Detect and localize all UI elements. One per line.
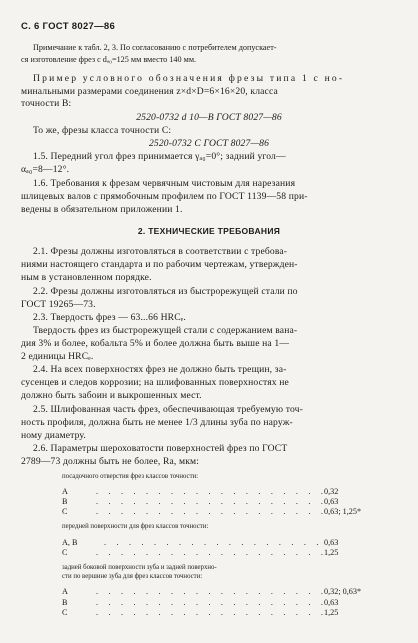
leader-dots: . . . . . . . . . . . . . . . . . . . [96, 598, 328, 607]
clause-2-4-line-1: 2.4. На всех поверхностях фрез не должно быть трещин, за- [33, 364, 287, 375]
list-3-label-b: B [62, 598, 68, 607]
clause-1-6-line-1: 1.6. Требования к фрезам червячным чистовым для нарезания [33, 178, 296, 189]
clause-2-6-line-2: 2789—73 должны быть не более, Ra, мкм: [21, 456, 200, 467]
list-2-value-ab: 0,63 [324, 538, 339, 547]
list-2-label-ab: A, B [62, 538, 78, 547]
clause-1-5-line-1: 1.5. Передний угол фрез принимается γₐ₀=0°; задний угол— [33, 151, 286, 162]
clause-2-5-line-3: ному диаметру. [21, 430, 86, 441]
leader-dots: . . . . . . . . . . . . . . . . . . . [96, 548, 328, 557]
note-line-1: Примечание к табл. 2, 3. По согласованию с потребителем допускает- [33, 43, 277, 52]
list-2-title: передней поверхности для фрез классов точности: [62, 523, 209, 530]
clause-2-4-line-2: сусенцев и следов коррозии; на шлифованных поверхностях не [21, 377, 289, 388]
clause-2-4-line-3: должно быть забоин и выкрошенных мест. [21, 390, 202, 401]
clause-2-3-line-1: 2.3. Твердость фрез — 63...66 HRCₑ. [33, 312, 186, 323]
list-1-value-b: 0,63 [324, 497, 339, 506]
note-line-2: ся изготовление фрез с dₐ₀=125 мм вместо 140 мм. [21, 55, 197, 64]
clause-2-6-line-1: 2.6. Параметры шероховатости поверхностей фрез по ГОСТ [33, 443, 288, 454]
clause-1-5-line-2: αₐ₀=8—12°. [21, 164, 70, 175]
list-2-label-c: C [62, 548, 68, 557]
page-header: С. 6 ГОСТ 8027—86 [21, 21, 116, 32]
list-3-label-c: C [62, 608, 68, 617]
leader-dots: . . . . . . . . . . . . . . . . . . . [96, 608, 328, 617]
designation-code-2: 2520-0732 С ГОСТ 8027—86 [148, 138, 270, 149]
clause-1-6-line-3: ведены в обязательном приложении 1. [21, 204, 183, 215]
list-3-value-a: 0,32; 0,63* [324, 587, 362, 596]
example-line-3: точности B: [21, 98, 72, 109]
example-line-2: минальными размерами соединения z×d×D=6×16×20, класса [21, 86, 278, 97]
clause-2-2-line-2: ГОСТ 19265—73. [21, 299, 96, 310]
list-3-title-line-2: сти по вершине зуба для фрез классов точности: [62, 573, 203, 580]
list-3-value-b: 0,63 [324, 598, 339, 607]
list-3-label-a: A [62, 587, 68, 596]
list-3-value-c: 1,25 [324, 608, 339, 617]
clause-2-1-line-3: ным в установленном порядке. [21, 272, 152, 283]
leader-dots: . . . . . . . . . . . . . . . . . . . [96, 497, 328, 506]
list-1-title: посадочного отверстия фрез классов точности: [62, 473, 199, 480]
example-line-1: Пример условного обозначения фрезы типа 1 с но- [33, 73, 345, 84]
section-title: 2. ТЕХНИЧЕСКИЕ ТРЕБОВАНИЯ [137, 226, 281, 236]
clause-2-5-line-1: 2.5. Шлифованная часть фрез, обеспечивающая требуемую точ- [33, 404, 303, 415]
clause-2-1-line-1: 2.1. Фрезы должны изготовляться в соответствии с требова- [33, 246, 288, 257]
list-1-label-c: C [62, 507, 68, 516]
leader-dots: . . . . . . . . . . . . . . . . . . . [96, 507, 328, 516]
clause-2-5-line-2: ность профиля, должна быть не менее 1/3 длины зуба по наруж- [21, 417, 293, 428]
list-1-label-b: B [62, 497, 68, 506]
leader-dots: . . . . . . . . . . . . . . . . . . . [96, 487, 328, 496]
clause-2-2-line-1: 2.2. Фрезы должны изготовляться из быстрорежущей стали по [33, 286, 298, 297]
example-line-4: То же, фрезы класса точности C: [33, 125, 172, 136]
list-2-value-c: 1,25 [324, 548, 339, 557]
list-1-label-a: A [62, 487, 68, 496]
clause-2-3-line-2: Твердость фрез из быстрорежущей стали с содержанием вана- [33, 325, 298, 336]
clause-1-6-line-2: шлицевых валов с прямобочным профилем по ГОСТ 1139—58 при- [21, 191, 308, 202]
designation-code-1: 2520-0732 d 10—B ГОСТ 8027—86 [136, 112, 282, 123]
clause-2-3-line-4: 2 единицы HRCₑ. [21, 351, 94, 362]
clause-2-3-line-3: дия 3% и более, кобальта 5% и более должна быть выше на 1— [21, 338, 290, 349]
leader-dots: . . . . . . . . . . . . . . . . . . . [96, 587, 328, 596]
leader-dots: . . . . . . . . . . . . . . . . . . [104, 538, 323, 547]
clause-2-1-line-2: ниями настоящего стандарта и по рабочим чертежам, утвержден- [21, 259, 298, 270]
list-1-value-a: 0,32 [324, 487, 339, 496]
list-1-value-c: 0,63; 1,25* [324, 507, 362, 516]
list-3-title-line-1: задней боковой поверхности зуба и задней поверхно- [62, 564, 217, 571]
